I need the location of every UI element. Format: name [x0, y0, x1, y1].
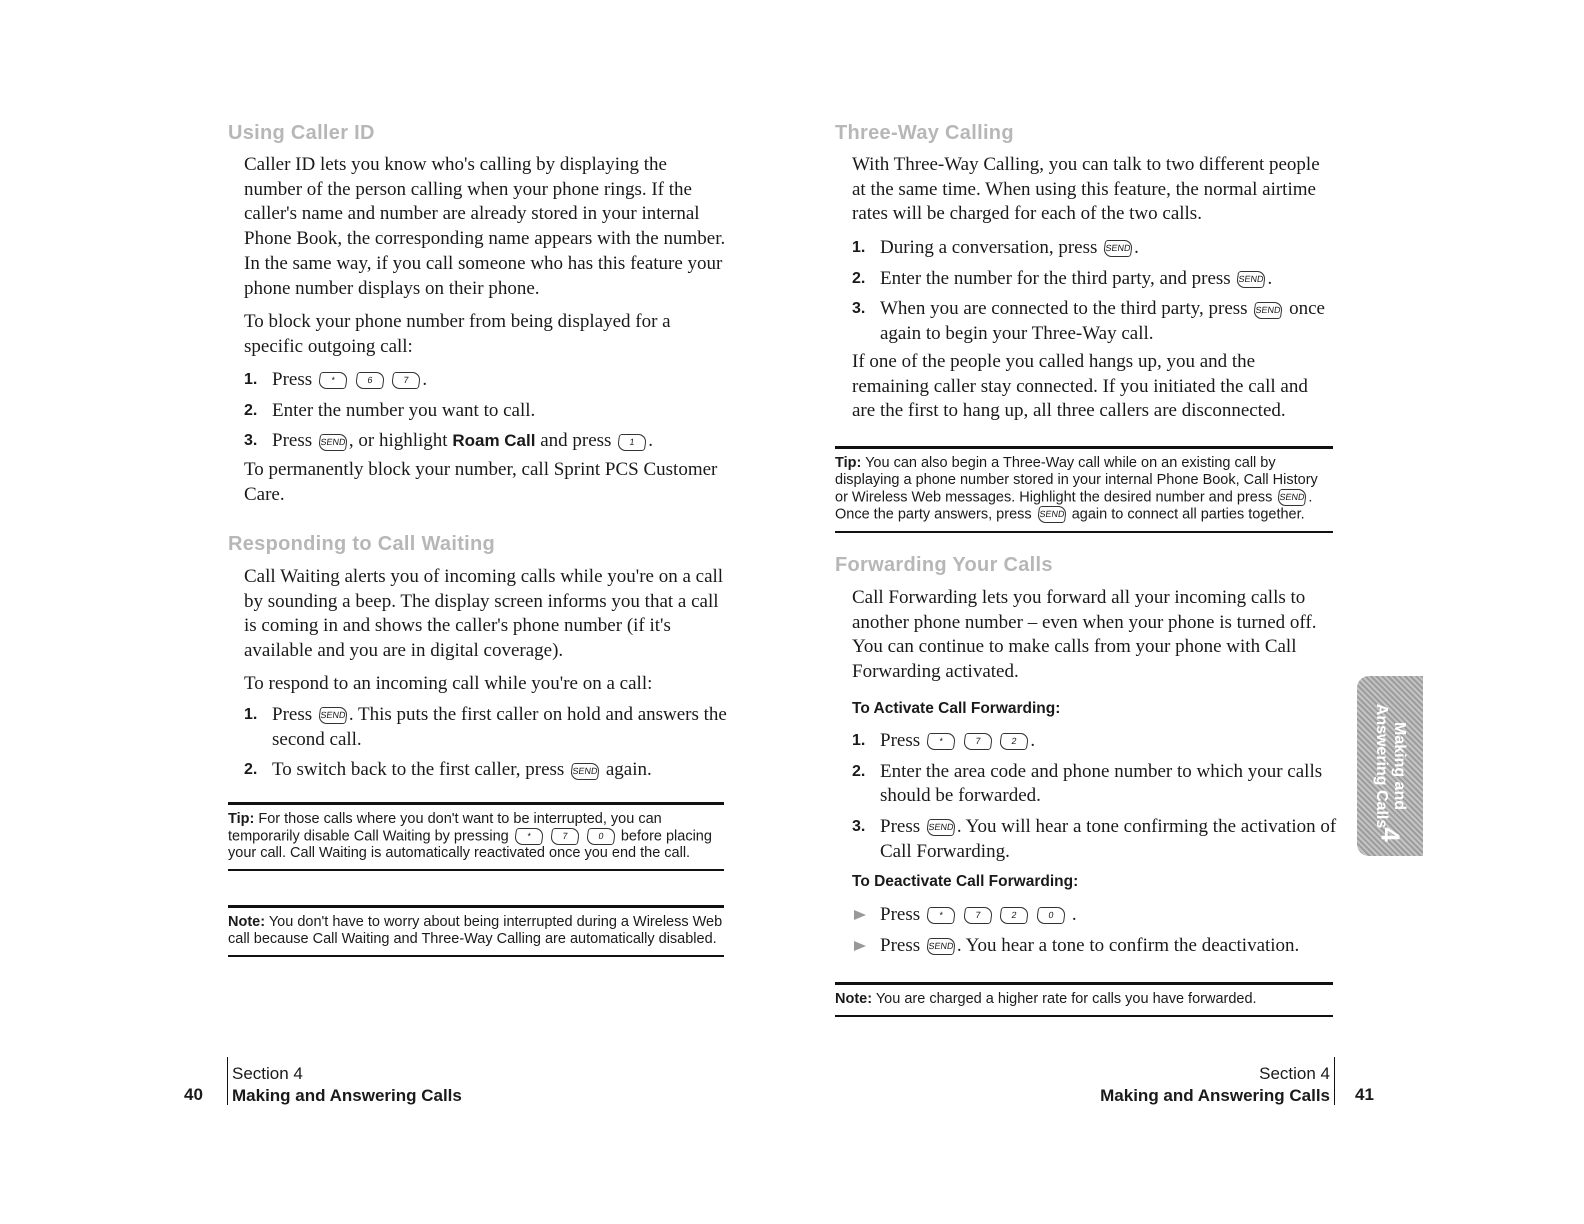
send-key-icon: SEND: [318, 434, 348, 451]
star-key-icon: *: [926, 907, 956, 924]
three-way-steps: [852, 236, 1342, 353]
send-key-icon: SEND: [926, 938, 956, 955]
side-tab-label: Making and Answering Calls: [1373, 703, 1408, 829]
call-waiting-intro: Call Waiting alerts you of incoming calls while you're on a call by sounding a beep. The display screen informs you that a call is coming in and shows the caller's phone number (if it's available and you are in digital coverage).: [244, 566, 724, 662]
note-box-right: Note: You are charged a higher rate for calls you have forwarded.: [835, 982, 1333, 1017]
two-key-icon: 2: [999, 907, 1029, 924]
seven-key-icon: 7: [962, 907, 992, 924]
page-number-right: 41: [1355, 1085, 1374, 1104]
caller-id-permanent-block: To permanently block your number, call Sprint PCS Customer Care.: [244, 459, 718, 505]
seven-key-icon: 7: [550, 828, 580, 845]
three-way-intro: With Three-Way Calling, you can talk to two different people at the same time. When using this feature, the normal airtime rates will be charged for each of the two calls.: [852, 154, 1320, 225]
bullet-arrow-icon: [854, 910, 866, 920]
one-key-icon: 1: [617, 434, 647, 451]
side-tab-number: 4: [1375, 827, 1406, 842]
star-key-icon: *: [318, 372, 348, 389]
deactivate-steps: [852, 903, 1342, 964]
section-side-tab: [1357, 676, 1423, 856]
send-key-icon: SEND: [1236, 271, 1266, 288]
three-way-hangup: If one of the people you called hangs up, you and the remaining caller stay connected. If you initiated the call and are the first to hang up, all three callers are disconnected.: [852, 351, 1308, 422]
forwarding-intro: Call Forwarding lets you forward all your incoming calls to another phone number – even when your phone is turned off. You can continue to make calls from your phone with Call Forwarding activated.: [852, 587, 1317, 683]
call-waiting-steps: [244, 703, 734, 789]
seven-key-icon: 7: [391, 372, 421, 389]
footer-section: Section 4: [232, 1064, 303, 1083]
list-item: 1. Press * 6 7 .: [244, 369, 428, 390]
send-key-icon: SEND: [1036, 506, 1066, 523]
send-key-icon: SEND: [570, 763, 600, 780]
list-item: Press * 7 2 0 .: [852, 903, 1342, 928]
list-item: 2. Enter the area code and phone number to which your calls should be forwarded.: [852, 760, 1323, 807]
list-item: 3. Press SEND , or highlight Roam Call and press 1 .: [244, 430, 653, 452]
caller-id-steps: [244, 368, 734, 460]
list-item: 1. Press SEND . This puts the first caller on hold and answers the second call.: [244, 704, 727, 750]
footer-right: [1000, 1063, 1330, 1107]
list-item: 2. Enter the number you want to call.: [244, 399, 536, 421]
list-item: 1. Press * 7 2 .: [852, 730, 1036, 751]
send-key-icon: SEND: [318, 707, 348, 724]
heading-three-way-calling: Three-Way Calling: [835, 122, 1014, 144]
footer-title: Making and Answering Calls: [1100, 1086, 1330, 1105]
seven-key-icon: 7: [962, 733, 992, 750]
list-item: 2. Enter the number for the third party, and press SEND .: [852, 267, 1273, 289]
call-waiting-respond: To respond to an incoming call while you're on a call:: [244, 673, 653, 694]
star-key-icon: *: [514, 828, 544, 845]
footer-left: [232, 1063, 462, 1107]
deactivate-forwarding-heading: To Deactivate Call Forwarding:: [852, 873, 1079, 890]
activate-steps: [852, 729, 1342, 871]
list-item: 3. Press SEND . You will hear a tone confirming the activation of Call Forwarding.: [852, 816, 1337, 862]
list-item: 1. During a conversation, press SEND .: [852, 237, 1139, 258]
list-item: 3. When you are connected to the third party, press SEND once again to begin your Three-Way call.: [852, 298, 1325, 345]
list-item: 2. To switch back to the first caller, press SEND again.: [244, 759, 652, 781]
send-key-icon: SEND: [926, 819, 956, 836]
roam-call-label: Roam Call: [452, 431, 536, 451]
heading-call-waiting: Responding to Call Waiting: [228, 533, 496, 555]
footer-section: Section 4: [1259, 1064, 1330, 1083]
page-number-left: 40: [184, 1085, 203, 1104]
footer-rule-left: [227, 1057, 228, 1105]
bullet-arrow-icon: [854, 941, 866, 951]
zero-key-icon: 0: [1036, 907, 1066, 924]
six-key-icon: 6: [354, 372, 384, 389]
two-key-icon: 2: [999, 733, 1029, 750]
footer-rule-right: [1334, 1057, 1335, 1105]
footer-title: Making and Answering Calls: [232, 1086, 462, 1105]
note-box-left: Note: You don't have to worry about being interrupted during a Wireless Web call because Call Waiting and Three-Way Calling are automatically disabled.: [228, 905, 724, 957]
send-key-icon: SEND: [1103, 240, 1133, 257]
heading-forwarding-your-calls: Forwarding Your Calls: [835, 554, 1053, 576]
tip-box-right: Tip: You can also begin a Three-Way call while on an existing call by displaying a phone number stored in your internal Phone Book, Call History or Wireless Web messages. Highlight the desired number and press SEND . Once the party answers, press SEND again to connect all parties together.: [835, 446, 1333, 533]
list-item: Press SEND . You hear a tone to confirm the deactivation.: [852, 934, 1342, 959]
tip-box-left: Tip: For those calls where you don't want to be interrupted, you can temporarily disable Call Waiting by pressing * 7 0 before placing your call. Call Waiting is automatically reactivated once you end the call.: [228, 802, 724, 871]
zero-key-icon: 0: [586, 828, 616, 845]
caller-id-block-intro: To block your phone number from being displayed for a specific outgoing call:: [244, 311, 671, 357]
star-key-icon: *: [926, 733, 956, 750]
send-key-icon: SEND: [1253, 302, 1283, 319]
heading-using-caller-id: Using Caller ID: [228, 122, 375, 144]
activate-forwarding-heading: To Activate Call Forwarding:: [852, 700, 1061, 717]
send-key-icon: SEND: [1277, 489, 1307, 506]
caller-id-intro: Caller ID lets you know who's calling by displaying the number of the person calling when your phone rings. If the caller's name and number are already stored in your internal Phone Book, the corresponding name appears with the number. In the same way, if you call someone who has this feature your phone number displays on their phone.: [244, 154, 726, 299]
